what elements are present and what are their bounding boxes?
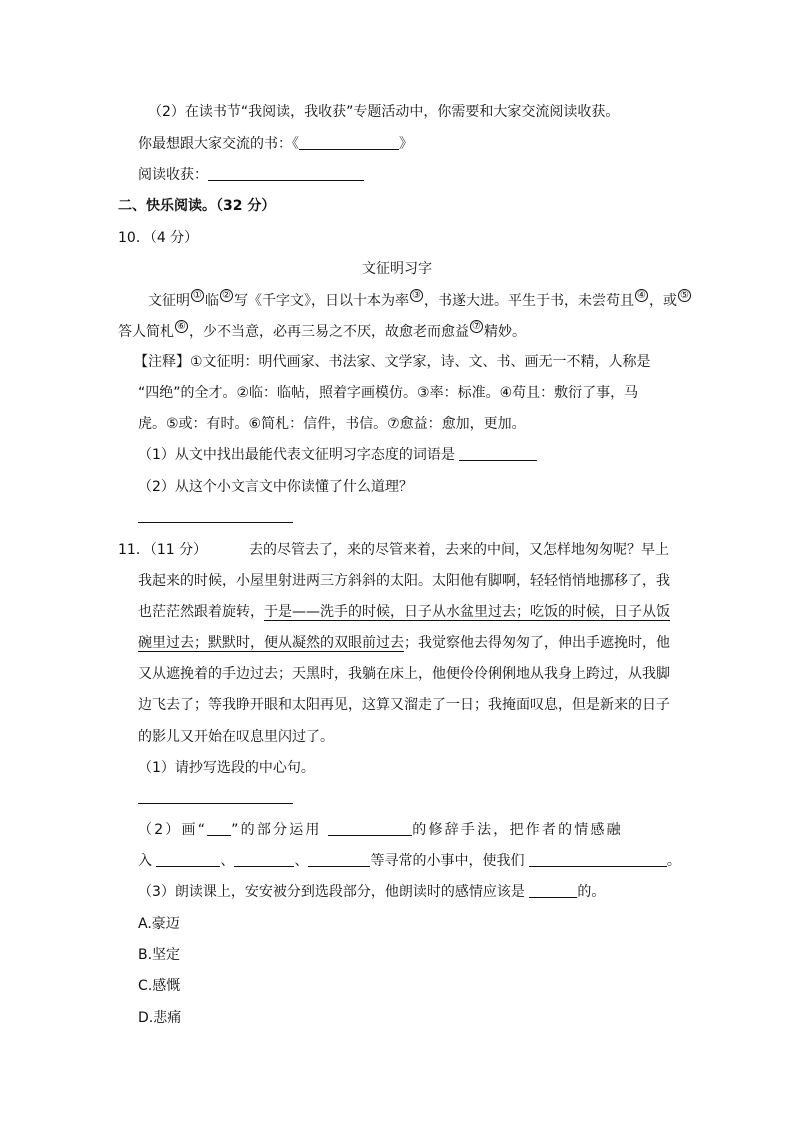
passage-text: 写《千字文》，日以十本为率: [234, 293, 409, 309]
passage-text: ，书遂大进。平生于书，未尝苟且: [424, 293, 634, 309]
q10-sub1-text: （1）从文中找出最能代表文征明习字态度的词语是: [138, 447, 455, 463]
q11-blank-c[interactable]: [308, 852, 370, 867]
q11-underline-mark-blank: [207, 821, 231, 836]
option-a[interactable]: A.豪迈: [138, 916, 180, 932]
q11-blank-d[interactable]: [529, 852, 667, 867]
passage-text: ，少不当意，必再三易之不厌，故愈老而愈益: [189, 324, 469, 340]
q11-text: ；我觉察他去得匆匆了，伸出手遮挽时，他: [404, 635, 670, 651]
q11-text: 也茫茫然跟着旋转，: [138, 604, 264, 620]
q11-rhetoric-blank[interactable]: [328, 821, 412, 836]
q11-sub3-text: （3）朗读课上，安安被分到选段部分，他朗读时的感情应该是: [138, 884, 525, 900]
q11-line2: 我起来的时候，小屋里射进两三方斜斜的太阳。太阳他有脚啊，轻轻悄悄地挪移了，我: [138, 573, 670, 589]
q10-sub1-blank[interactable]: [459, 446, 537, 461]
q10-passage-line2: [118, 320, 526, 342]
q10-sub1: [138, 445, 537, 465]
q11-sub3-blank[interactable]: [529, 883, 577, 898]
q11-sub3: [138, 882, 605, 902]
passage-text: ，或: [649, 293, 677, 309]
q11-label: 11．（11 分）: [118, 542, 208, 558]
q11-sub2-text: 入: [138, 853, 152, 869]
book-answer-blank[interactable]: [299, 135, 399, 150]
q11-line5: 又从遮挽着的手边过去；天黑时，我躺在床上，他便伶伶俐俐地从我身上跨过，从我脚: [138, 666, 670, 682]
q11-sub2-text: 的修辞手法，把作者的情感融: [412, 822, 623, 838]
q10-passage-line1: [148, 289, 692, 311]
passage-text: 临: [205, 293, 219, 309]
q10-title: 文征明习字: [362, 261, 432, 277]
section2-heading: 二、快乐阅读。（32 分）: [118, 198, 276, 214]
q11-underlined-text: 于是——洗手的时候，日子从水盆里过去；吃饭的时候，日子从饭: [264, 604, 670, 620]
note-marker: ②: [220, 289, 233, 302]
q11-sub2-text: （2）画“: [138, 822, 208, 838]
q10-notes-line2: “四绝”的全才。②临：临帖，照着字画模仿。③率：标准。④苟且：敷衍了事，马: [138, 385, 639, 401]
q10-sub2-answer-line[interactable]: [138, 522, 293, 523]
note-marker: ⑤: [678, 289, 691, 302]
gain-line: [138, 165, 364, 185]
book-close: 》: [399, 136, 413, 152]
q11-underlined-text: 碗里过去；默默时，便从凝然的双眼前过去: [138, 635, 404, 651]
q11-sub1-answer-line[interactable]: [138, 803, 293, 804]
passage-text: 文征明: [148, 293, 190, 309]
note-marker: ④: [635, 289, 648, 302]
passage-text: 精妙。: [484, 324, 526, 340]
option-d[interactable]: D.悲痛: [138, 1010, 182, 1026]
note-marker: ⑥: [175, 320, 188, 333]
note-marker: ①: [191, 289, 204, 302]
note-marker: ⑦: [470, 320, 483, 333]
q10-label: 10．（4 分）: [118, 230, 199, 246]
separator: 、: [220, 853, 235, 869]
q11-line6: 边飞去了；等我睁开眼和太阳再见，这算又溜走了一日；我掩面叹息，但是新来的日子: [138, 697, 670, 713]
passage-text: 答人简札: [118, 324, 174, 340]
q11-blank-b[interactable]: [234, 852, 294, 867]
q11-sub3-text: 的。: [577, 884, 606, 900]
q11-line1: 去的尽管去了，来的尽管来着，去来的中间，又怎样地匆匆呢？早上: [249, 542, 669, 558]
separator: 、: [294, 853, 309, 869]
gain-answer-blank[interactable]: [208, 166, 364, 181]
option-b[interactable]: B.坚定: [138, 947, 181, 963]
q10-notes-line3: 虎。⑤或：有时。⑥简札：信件，书信。⑦愈益：愈加，更加。: [138, 416, 526, 432]
q11-sub2-text: 。: [666, 853, 681, 869]
q11-line7: 的影儿又开始在叹息里闪过了。: [138, 729, 334, 745]
note-marker: ③: [410, 289, 423, 302]
gain-label: 阅读收获：: [138, 167, 208, 183]
q11-line4: [138, 633, 670, 653]
q11-sub2-text: 等寻常的小事中，使我们: [370, 853, 525, 869]
q10-sub2: （2）从这个小文言文中你读懂了什么道理？: [138, 479, 413, 495]
q11-sub2-line1: [138, 820, 623, 840]
q10-notes-line1: 【注释】①文征明：明代画家、书法家、文学家，诗、文、书、画无一不精，人称是: [134, 354, 651, 370]
q11-line3: [138, 602, 670, 622]
q11-sub2-line2: [138, 851, 681, 871]
book-line: [138, 134, 413, 154]
q11-blank-a[interactable]: [156, 852, 220, 867]
q11-sub1: （1）请抄写选段的中心句。: [138, 760, 315, 776]
book-label: 你最想跟大家交流的书：《: [138, 136, 299, 152]
option-c[interactable]: C.感慨: [138, 978, 181, 994]
q2-reading-festival: （2）在读书节“我阅读，我收获”专题活动中，你需要和大家交流阅读收获。: [148, 104, 620, 120]
q11-sub2-text: ”的部分运用: [231, 822, 322, 838]
